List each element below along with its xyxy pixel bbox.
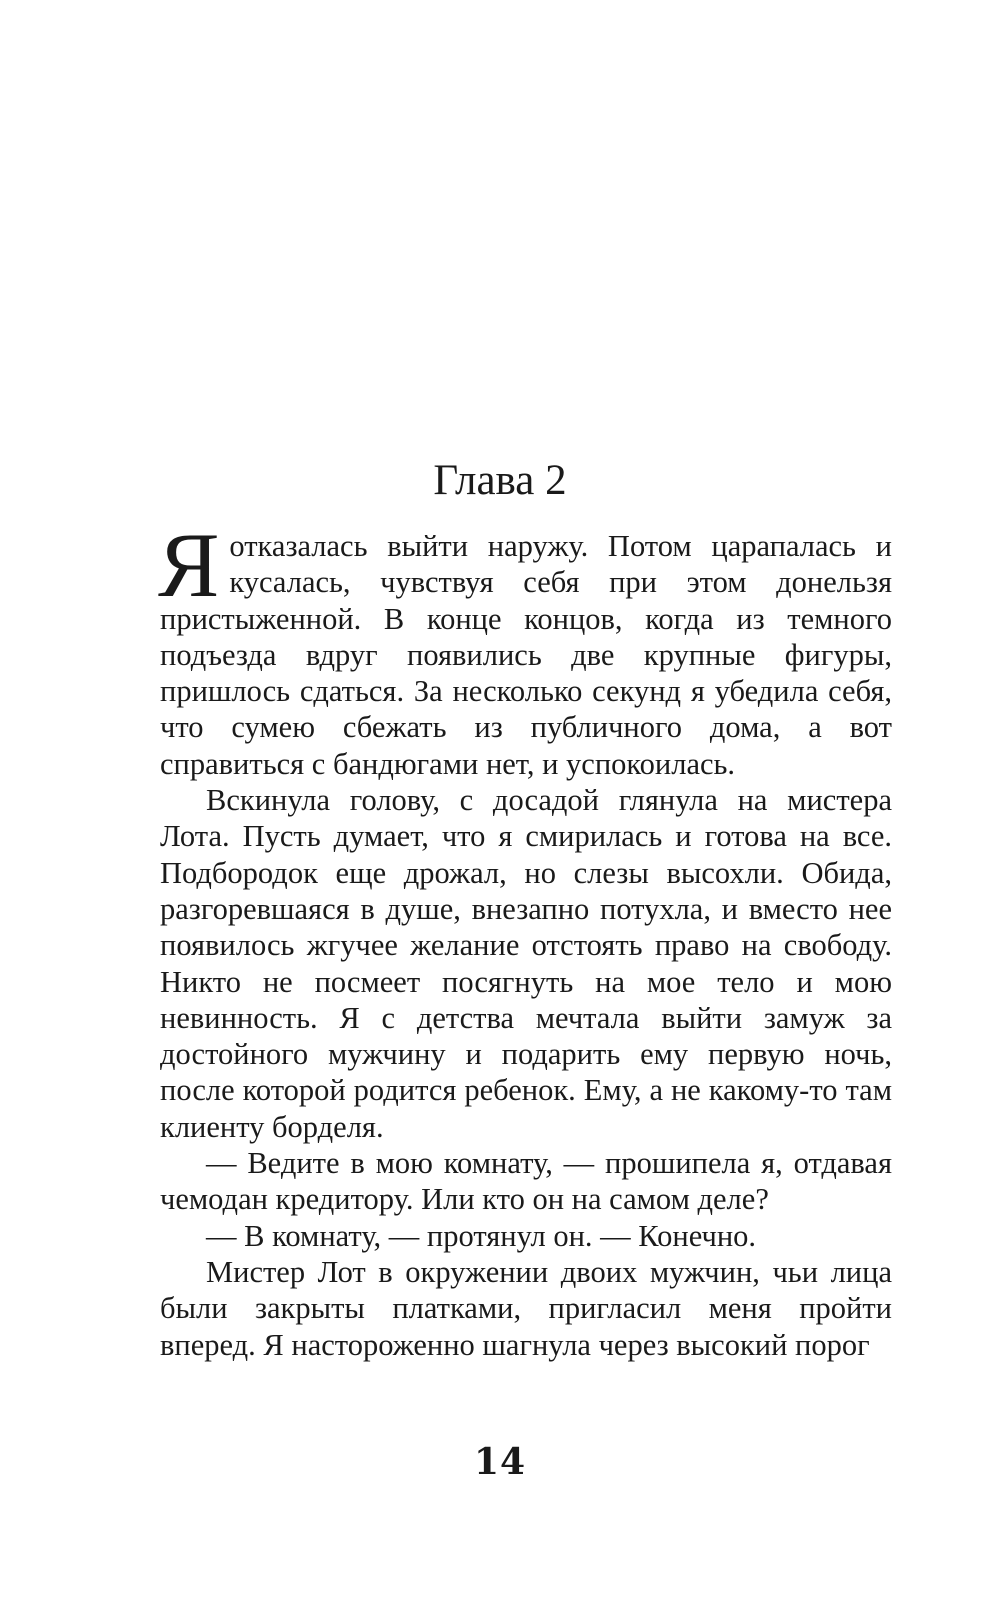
body-text [158,514,892,1363]
drop-cap: Я [158,514,220,616]
paragraph-1-text: отказалась выйти наружу. Потом царапалась и кусалась, чувствуя себя при этом донельзя пристыженной. В конце концов, когда из темного подъезда вдруг появились две крупные фигуры, пришлось сдаться. За несколько секунд я убедила себя, что сумею сбежать из публичного дома, а вот справиться с бандюгами нет, и успокоилась. [160,529,892,781]
paragraph-4: — В комнату, — протянул он. — Конечно. [206,1218,757,1253]
chapter-title: Глава 2 [433,457,567,504]
page-number: 14 [473,1441,527,1483]
paragraph-1 [158,514,892,782]
paragraph-5: Мистер Лот в окружении двоих мужчин, чьи лица были закрыты платками, пригласил меня пройти вперед. Я настороженно шагнула через высокий порог [160,1254,892,1362]
paragraph-3: — Ведите в мою комнату, — прошипела я, отдавая чемодан кредитору. Или кто он на самом деле? [160,1146,892,1217]
paragraph-2: Вскинула голову, с досадой глянула на мистера Лота. Пусть думает, что я смирилась и готова на все. Подбородок еще дрожал, но слезы высохли. Обида, разгоревшаяся в душе, внезапно потухла, и вместо нее появилось жгучее желание отстоять право на свободу. Никто не посмеет посягнуть на мое тело и мою невинность. Я с детства мечтала выйти замуж за достойного мужчину и подарить ему первую ночь, после которой родится ребенок. Ему, а не какому-то там клиенту борделя. [160,783,892,1144]
